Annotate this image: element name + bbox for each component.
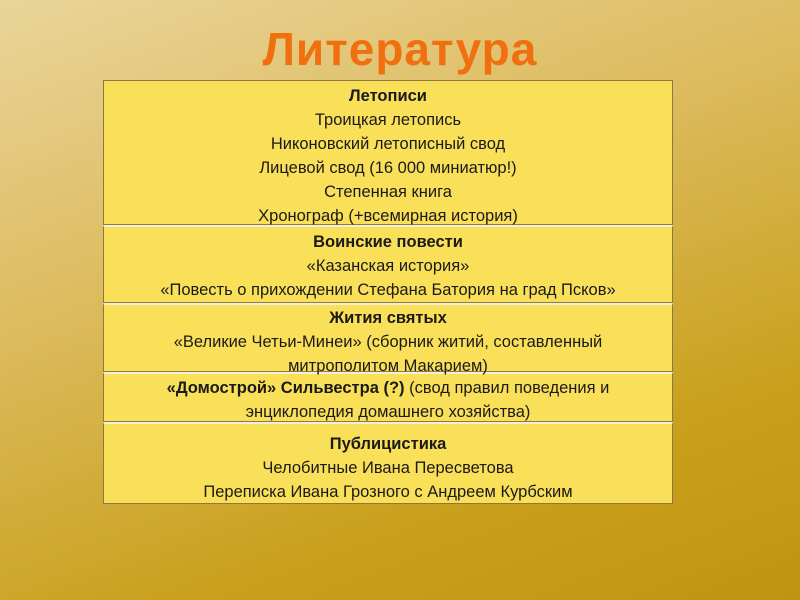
section-heading: Жития святых [329,309,447,327]
domostroy-title: «Домострой» Сильвестра (?) [166,379,405,397]
section-line [108,376,668,400]
section-line: Никоновский летописный свод [270,135,506,153]
section-letopisi [103,80,673,225]
section-line: Степенная книга [324,183,452,201]
section-line: «Повесть о прихождении Стефана Батория на град Псков» [160,281,616,299]
section-heading: Воинские повести [313,233,463,251]
section-line: Лицевой свод (16 000 миниатюр!) [259,159,517,177]
slide-title: Литература [262,23,538,75]
domostroy-description: (свод правил поведения и [404,379,610,397]
section-line: митрополитом Макарием) [288,357,488,375]
literature-table [103,80,673,504]
section-line: «Казанская история» [306,257,470,275]
section-publicistika [103,422,673,504]
section-line: энциклопедия домашнего хозяйства) [245,403,531,421]
section-domostroy [103,372,673,422]
section-line: Переписка Ивана Грозного с Андреем Курбским [203,483,573,501]
section-line: Челобитные Ивана Пересветова [262,459,514,477]
section-heading: Летописи [349,87,427,105]
section-line: Хронограф (+всемирная история) [258,207,518,225]
section-line: «Великие Четьи-Минеи» (сборник житий, составленный [173,333,603,351]
section-heading: Публицистика [329,435,447,453]
section-zhitiya-svyatyh [103,303,673,375]
section-voinskie-povesti [103,225,673,303]
section-line: Троицкая летопись [314,111,462,129]
